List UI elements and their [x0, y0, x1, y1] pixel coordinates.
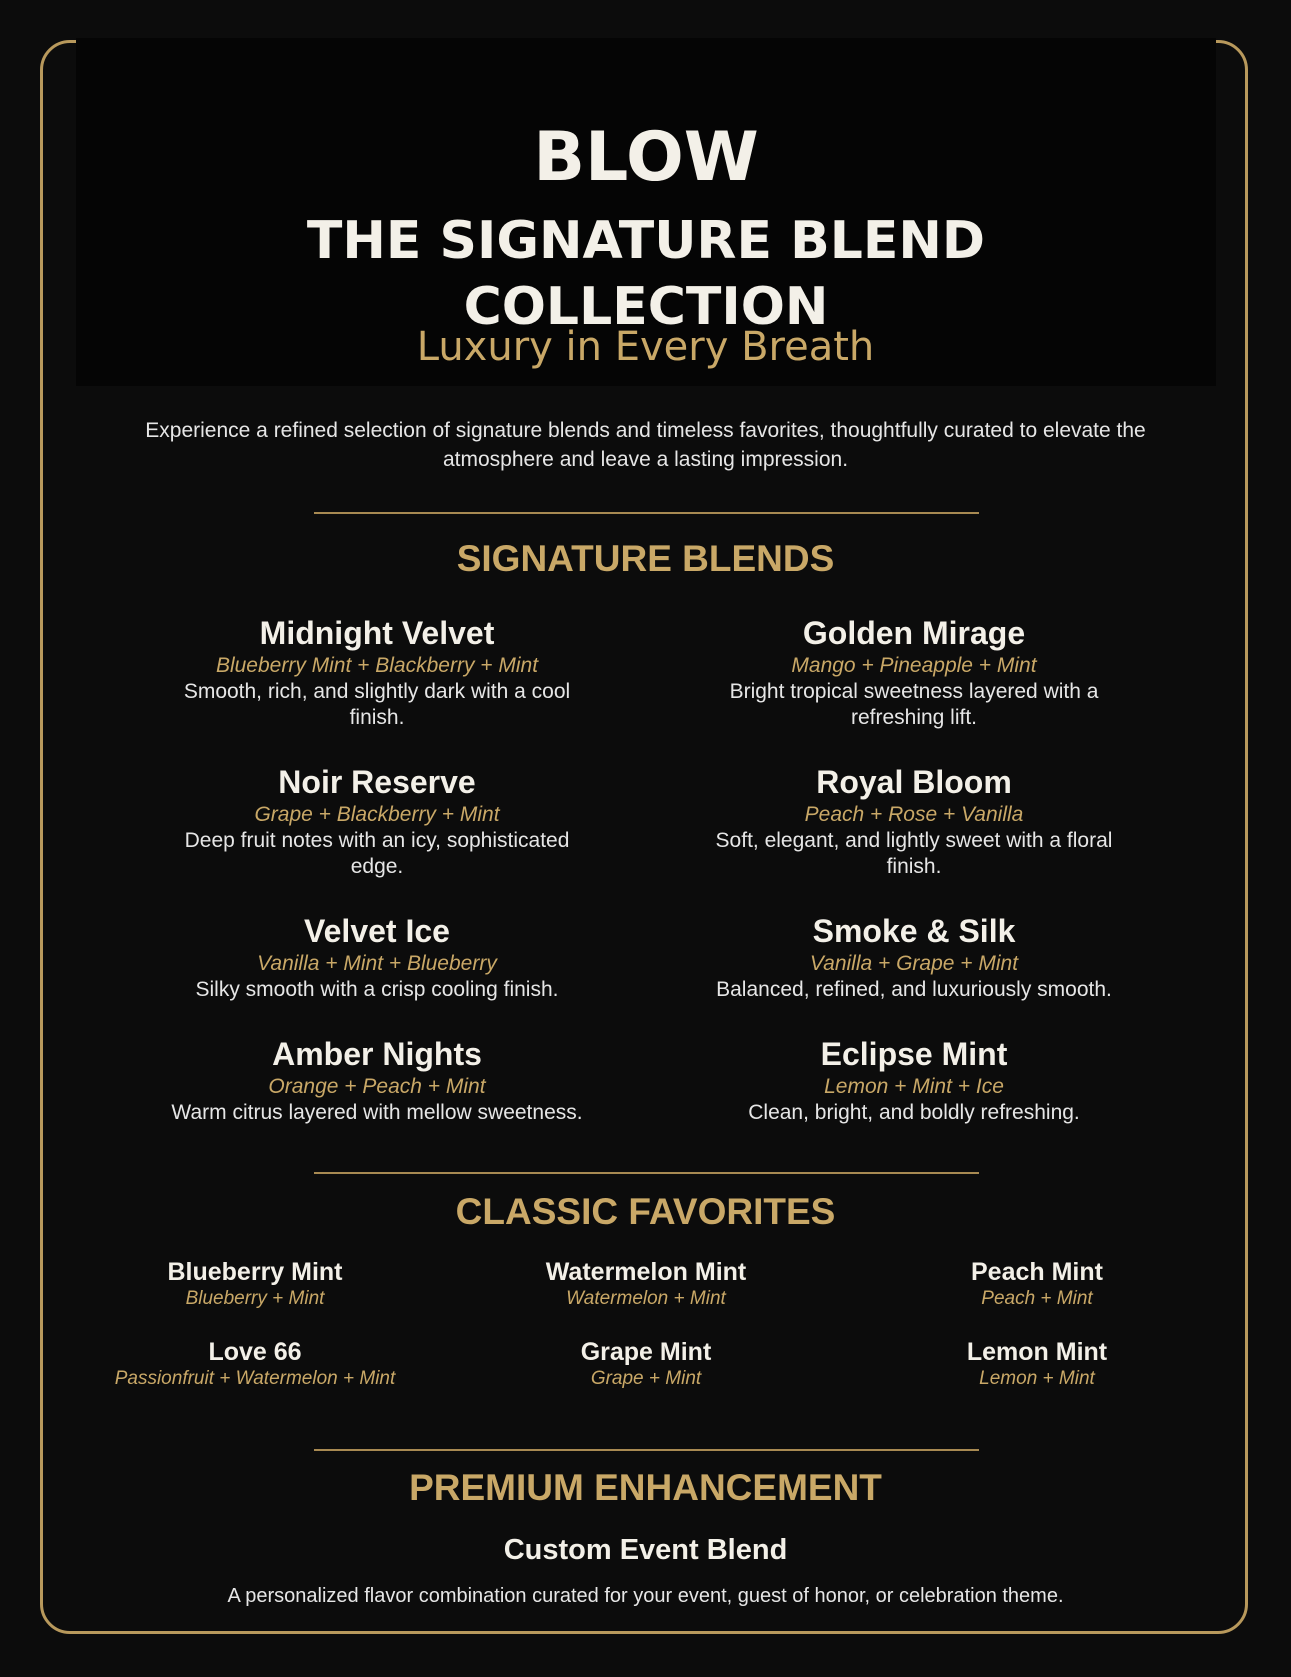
blend-name: Velvet Ice [304, 913, 450, 949]
classic-ingredients: Blueberry + Mint [185, 1288, 325, 1309]
blend-description: Warm citrus layered with mellow sweetness. [171, 1101, 583, 1124]
classic-item [837, 1257, 1237, 1311]
blend-ingredients: Lemon + Mint + Ice [824, 1075, 1004, 1098]
classic-item [837, 1337, 1237, 1391]
blend-name: Amber Nights [272, 1036, 482, 1072]
blend-description: Deep fruit notes with an icy, sophisticated edge. [184, 829, 570, 878]
classic-ingredients: Passionfruit + Watermelon + Mint [114, 1368, 396, 1389]
classic-ingredients: Lemon + Mint [979, 1368, 1095, 1389]
custom-event-blend-name: Custom Event Blend [503, 1534, 788, 1566]
blend-name: Golden Mirage [802, 615, 1026, 651]
blend-description: Silky smooth with a crisp cooling finish. [195, 978, 559, 1001]
blend-description: Smooth, rich, and slightly dark with a cool finish. [183, 680, 571, 729]
blend-item [634, 763, 1194, 880]
divider-1 [314, 512, 979, 514]
signature-blends-title: SIGNATURE BLENDS [456, 538, 835, 579]
divider-2 [314, 1172, 979, 1174]
classic-item [446, 1257, 846, 1311]
premium-enhancement-title: PREMIUM ENHANCEMENT [409, 1467, 882, 1508]
blend-name: Smoke & Silk [812, 913, 1016, 949]
classic-ingredients: Watermelon + Mint [566, 1288, 726, 1309]
blend-ingredients: Orange + Peach + Mint [268, 1075, 486, 1098]
blend-ingredients: Vanilla + Mint + Blueberry [257, 952, 497, 975]
classic-item [55, 1337, 455, 1391]
classic-name: Peach Mint [971, 1258, 1103, 1286]
classic-name: Lemon Mint [966, 1338, 1108, 1366]
blend-ingredients: Mango + Pineapple + Mint [791, 654, 1037, 677]
blend-item [97, 912, 657, 1003]
classic-item [446, 1337, 846, 1391]
blend-description: Soft, elegant, and lightly sweet with a floral finish. [715, 829, 1113, 878]
blend-name: Eclipse Mint [820, 1036, 1008, 1072]
blend-item [97, 763, 657, 880]
blend-ingredients: Peach + Rose + Vanilla [804, 803, 1024, 826]
brand-title: BLOW [533, 118, 759, 197]
blend-name: Midnight Velvet [259, 615, 495, 651]
collection-title-line-2: COLLECTION [463, 277, 829, 337]
classic-name: Watermelon Mint [545, 1258, 747, 1286]
blend-ingredients: Blueberry Mint + Blackberry + Mint [215, 654, 539, 677]
custom-event-blend-description: A personalized flavor combination curated for your event, guest of honor, or celebration theme. [227, 1585, 1064, 1607]
blend-name: Noir Reserve [278, 764, 476, 800]
blend-item [634, 614, 1194, 731]
blend-description: Clean, bright, and boldly refreshing. [748, 1101, 1080, 1124]
blend-description: Balanced, refined, and luxuriously smooth. [716, 978, 1112, 1001]
blend-item [634, 912, 1194, 1003]
blend-name: Royal Bloom [816, 764, 1012, 800]
classic-item [55, 1257, 455, 1311]
classic-name: Blueberry Mint [167, 1258, 343, 1286]
blend-description: Bright tropical sweetness layered with a refreshing lift. [729, 680, 1099, 729]
blend-ingredients: Grape + Blackberry + Mint [254, 803, 500, 826]
divider-3 [314, 1449, 979, 1451]
intro-text: Experience a refined selection of signature blends and timeless favorites, thoughtfully curated to elevate the atmosphere and leave a lasting impression. [145, 419, 1146, 471]
blend-item [97, 614, 657, 731]
classic-ingredients: Grape + Mint [590, 1368, 702, 1389]
collection-title [76, 208, 1216, 340]
classic-name: Love 66 [208, 1338, 302, 1366]
tagline: Luxury in Every Breath [416, 324, 875, 370]
classic-name: Grape Mint [580, 1338, 712, 1366]
classic-ingredients: Peach + Mint [981, 1288, 1093, 1309]
blend-item [97, 1035, 657, 1126]
collection-title-line-1: THE SIGNATURE BLEND [306, 211, 986, 271]
classic-favorites-title: CLASSIC FAVORITES [455, 1191, 836, 1232]
blend-item [634, 1035, 1194, 1126]
blend-ingredients: Vanilla + Grape + Mint [809, 952, 1019, 975]
